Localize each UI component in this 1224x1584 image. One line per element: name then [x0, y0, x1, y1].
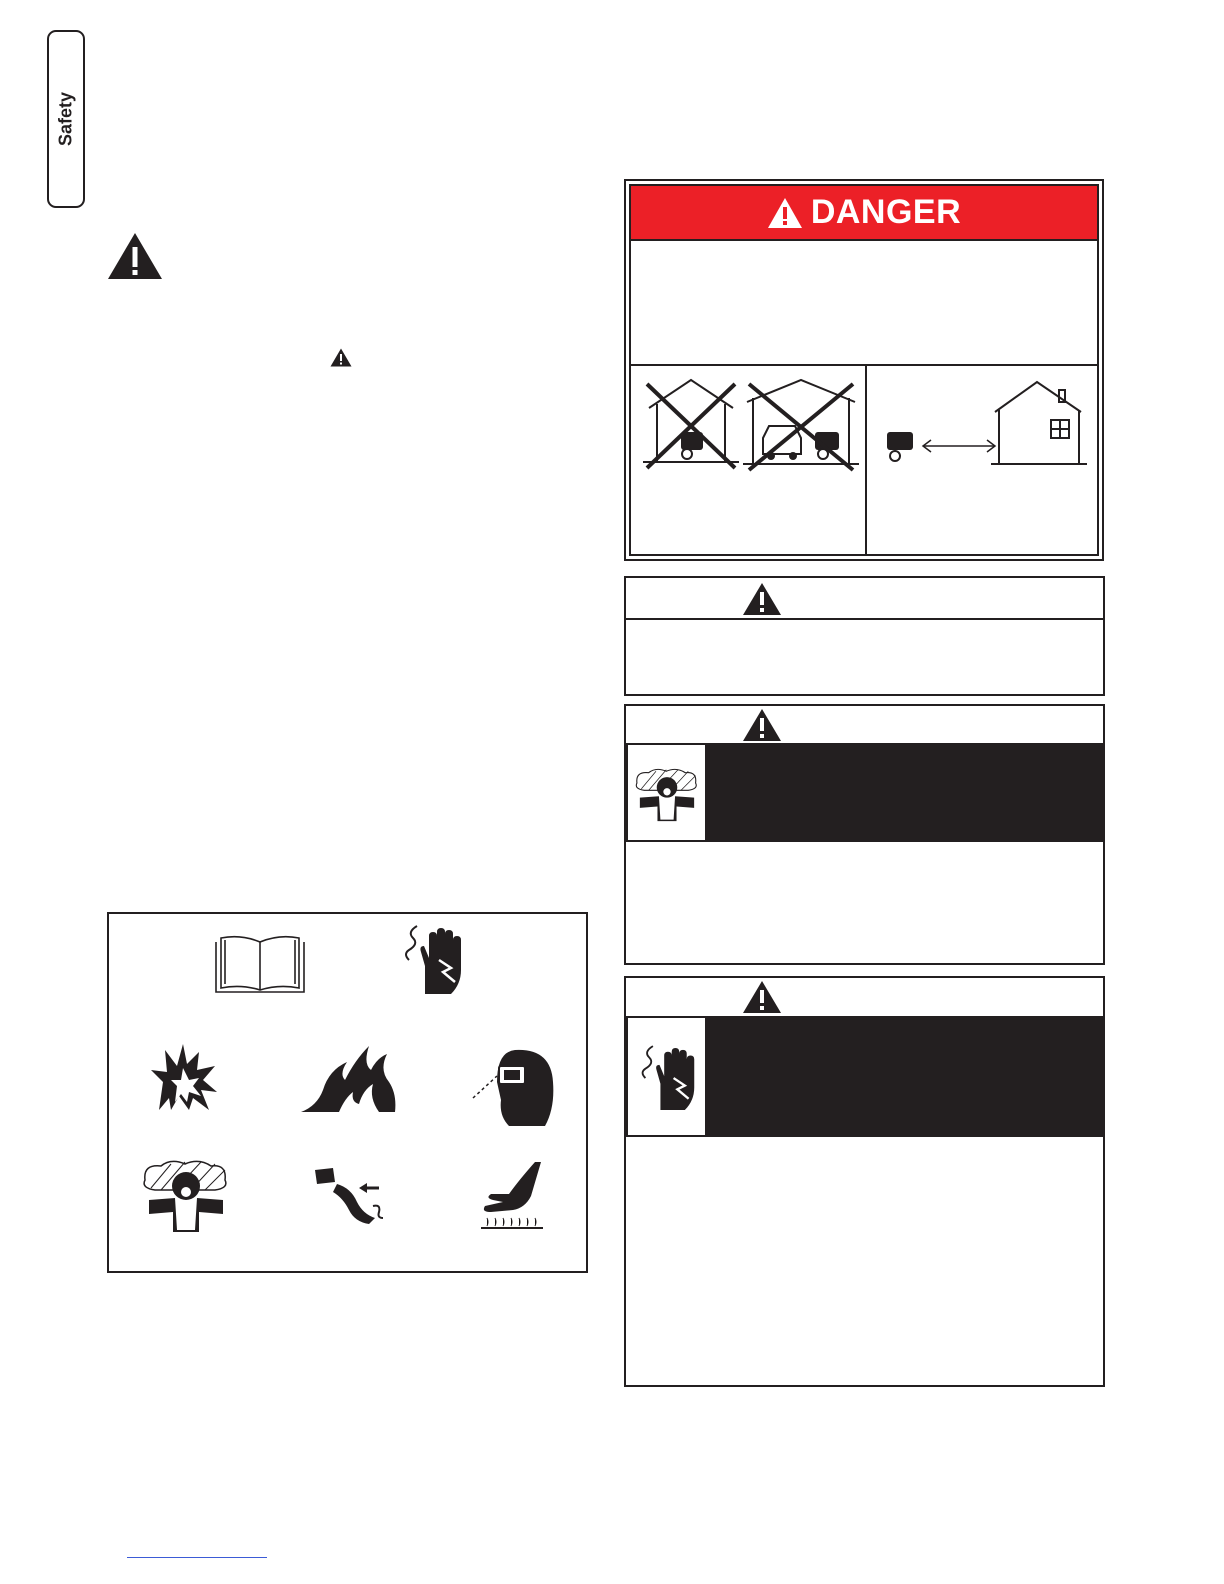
explosion-icon	[149, 1042, 219, 1112]
hot-surface-icon	[479, 1160, 545, 1232]
safety-tab-label: Safety	[55, 91, 76, 147]
electrical-shock-icon	[399, 924, 465, 998]
outdoor-distance-icon	[883, 376, 1089, 472]
danger-word: DANGER	[810, 193, 962, 231]
electrical-shock-icon	[636, 1044, 698, 1114]
danger-label-box	[624, 179, 1104, 561]
footer-rule	[127, 1557, 267, 1558]
safety-alert-icon	[107, 232, 163, 280]
warning-alert-icon	[742, 980, 782, 1014]
eye-protection-icon	[471, 1046, 557, 1128]
no-indoor-use-icon	[641, 376, 741, 472]
fire-icon	[299, 1040, 399, 1114]
warning-icon-cell	[626, 1016, 707, 1137]
danger-alert-icon	[767, 197, 803, 229]
warning-alert-icon	[742, 708, 782, 742]
toxic-fumes-icon	[141, 1158, 231, 1232]
warning-alert-icon	[742, 582, 782, 616]
danger-header	[631, 186, 1097, 239]
warning-box-3	[624, 976, 1105, 1387]
hazard-symbols-box	[107, 912, 588, 1273]
warning-box-2	[624, 704, 1105, 965]
manual-book-icon	[213, 934, 307, 996]
warning-icon-cell	[626, 743, 707, 842]
warning-box-1	[624, 576, 1105, 696]
toxic-fumes-icon	[634, 759, 700, 829]
no-garage-use-icon	[743, 376, 859, 472]
inline-alert-icon	[330, 348, 352, 367]
moving-parts-icon	[311, 1166, 387, 1226]
safety-tab	[47, 30, 85, 208]
